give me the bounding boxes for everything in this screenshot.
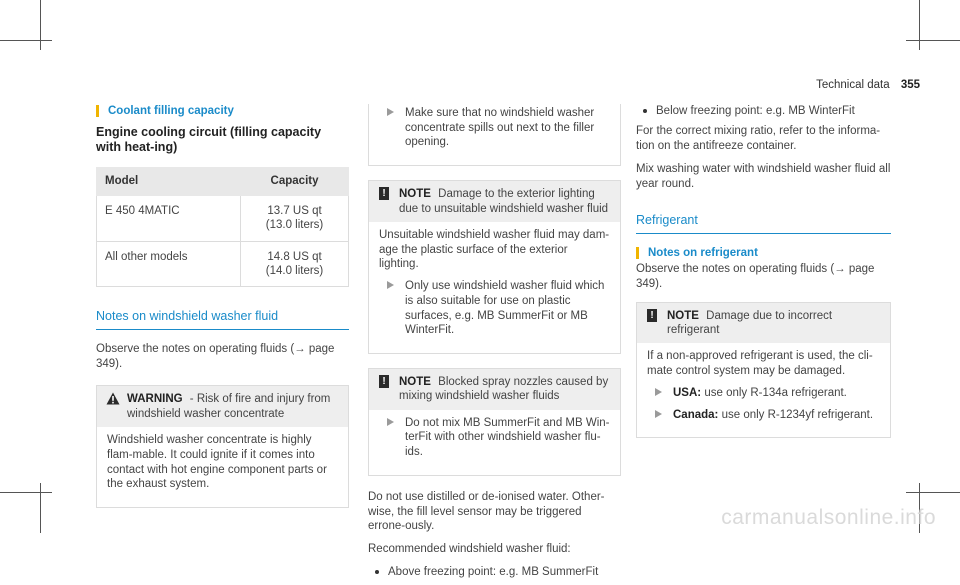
- capacity-column-header: Capacity: [241, 168, 349, 195]
- table-row: [97, 195, 349, 241]
- refrigerant-heading: Refrigerant: [636, 213, 891, 234]
- note-box-refrigerant: [636, 302, 891, 439]
- step-arrow-icon: [387, 281, 394, 289]
- note-header: [369, 181, 620, 222]
- capacity-liters: (14.0 liters): [265, 264, 324, 277]
- list-item: Below freezing point: e.g. MB WinterFit: [636, 104, 891, 118]
- table-header-row: [97, 168, 349, 195]
- step-arrow-icon: [655, 410, 662, 418]
- page-number: 355: [900, 79, 920, 91]
- bullet-dot-icon: [643, 109, 647, 113]
- coolant-title: Coolant filling capacity: [96, 104, 349, 118]
- recommended-fluid-text: Recommended windshield washer fluid:: [368, 543, 571, 555]
- washer-observe-text: Observe the notes on operating fluids (→ page 349).: [96, 342, 335, 370]
- bullet-dot-icon: [375, 570, 379, 574]
- exclamation-icon: !: [379, 375, 389, 388]
- model-cell: All other models: [97, 241, 241, 287]
- warning-step-container: [369, 104, 620, 165]
- note-body-text: If a non-approved refrigerant is used, the cli-mate control system may be damaged.: [647, 350, 873, 378]
- note-body-text: Unsuitable windshield washer fluid may dam-age the plastic surface of the exterior lighting.: [379, 228, 610, 271]
- step-arrow-icon: [655, 388, 662, 396]
- column-left: [96, 104, 349, 522]
- note-header: [369, 369, 620, 410]
- warning-body: [97, 427, 348, 507]
- model-cell: E 450 4MATIC: [97, 195, 241, 241]
- warning-header-text: - Risk of fire and injury from windshield washer concentrate: [127, 393, 331, 420]
- column-right: [636, 104, 891, 452]
- note-label: NOTE: [667, 309, 699, 322]
- exclamation-icon: !: [647, 309, 657, 322]
- note-step: Only use windshield washer fluid which is also suitable for use on plastic surfaces, e.g. MB SummerFit or MB WinterFit.: [379, 279, 610, 338]
- note-header-text: Blocked spray nozzles caused by mixing windshield washer fluids: [399, 375, 609, 403]
- refrigerant-notes-title: Notes on refrigerant: [636, 246, 891, 260]
- capacity-liters: (13.0 liters): [265, 219, 324, 232]
- capacity-cell: [241, 195, 349, 241]
- column-middle: [368, 104, 621, 585]
- list-item: Above freezing point: e.g. MB SummerFit: [368, 565, 621, 579]
- capacity-cell: [241, 241, 349, 287]
- capacity-us: 14.8 US qt: [267, 250, 322, 263]
- note-body: [637, 343, 890, 437]
- note-box-nozzles: [368, 368, 621, 476]
- step-arrow-icon: [387, 418, 394, 426]
- capacity-us: 13.7 US qt: [267, 204, 322, 217]
- warning-header: [97, 386, 348, 427]
- watermark: carmanualsonline.info: [721, 506, 936, 529]
- warning-body-text: Windshield washer concentrate is highly flam-mable. It could ignite if it comes into contact with hot engine component parts or the exhaust system.: [107, 434, 327, 491]
- warning-box: [96, 385, 349, 508]
- note-label: NOTE: [399, 188, 431, 201]
- distilled-water-text: Do not use distilled or de-ionised water. Other-wise, the fill level sensor may be triggered errone-ously.: [368, 490, 605, 533]
- note-label: NOTE: [399, 375, 431, 388]
- mixing-ratio-text: For the correct mixing ratio, refer to the informa-tion on the antifreeze container.: [636, 125, 881, 153]
- warning-box-continued: [368, 104, 621, 166]
- note-header-text: Damage to the exterior lighting due to unsuitable windshield washer fluid: [399, 188, 609, 215]
- exclamation-icon: !: [379, 187, 389, 200]
- year-round-text: Mix washing water with windshield washer fluid all year round.: [636, 162, 891, 190]
- model-column-header: Model: [97, 168, 241, 195]
- engine-cooling-subheading: Engine cooling circuit (filling capacity with heat-ing): [96, 125, 322, 155]
- washer-fluid-heading: Notes on windshield washer fluid: [96, 309, 349, 330]
- note-step-usa: USA: use only R-134a refrigerant.: [647, 386, 880, 401]
- note-step-canada: Canada: use only R-1234yf refrigerant.: [647, 408, 880, 423]
- warning-label: WARNING: [127, 393, 183, 406]
- section-title: Technical data: [816, 79, 890, 91]
- refrigerant-observe-text: Observe the notes on operating fluids (→ page 349).: [636, 263, 875, 290]
- note-step: Do not mix MB SummerFit and MB Win-terFit with other windshield washer flu-ids.: [379, 416, 610, 460]
- table-row: [97, 241, 349, 287]
- note-header-text: Damage due to incorrect refrigerant: [667, 309, 833, 337]
- warning-step: Make sure that no windshield washer concentrate spills out next to the filler opening.: [379, 106, 610, 150]
- running-header: [816, 78, 920, 92]
- note-box-lighting: [368, 180, 621, 354]
- warning-triangle-icon: [106, 392, 120, 405]
- coolant-capacity-table: [96, 167, 349, 287]
- note-body: [369, 222, 620, 353]
- note-header: [637, 303, 890, 344]
- step-arrow-icon: [387, 108, 394, 116]
- note-body: [369, 410, 620, 475]
